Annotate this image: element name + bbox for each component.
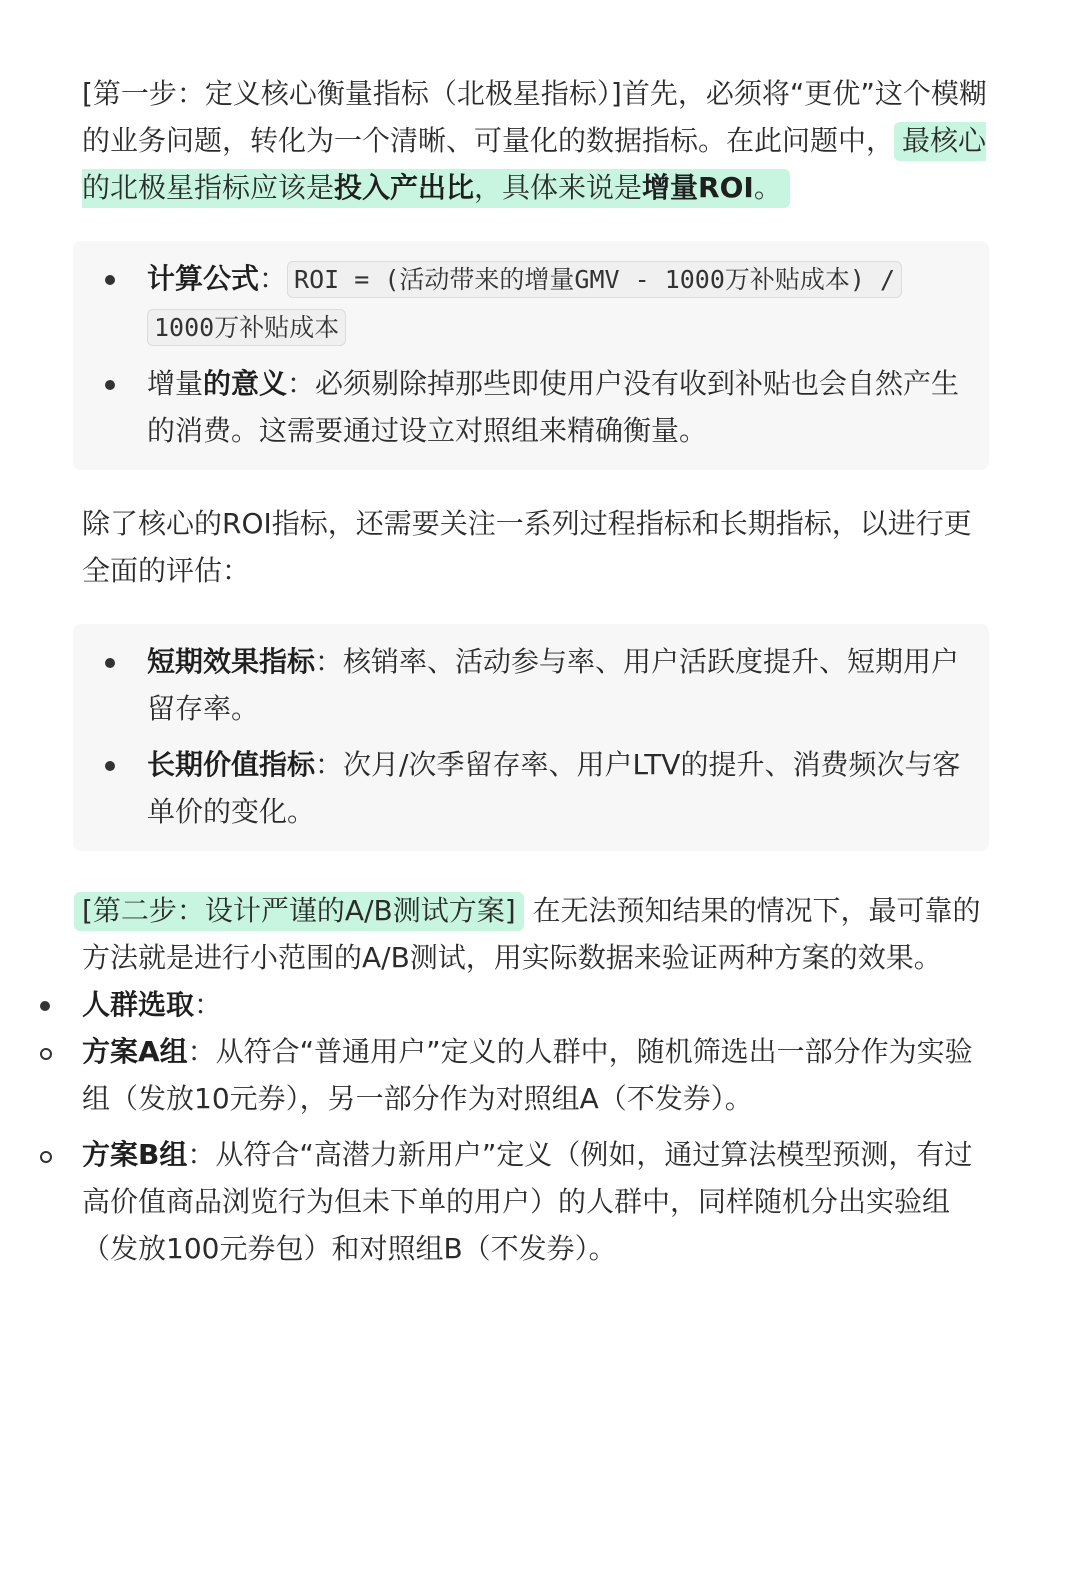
bullet-circle-icon xyxy=(40,1151,52,1163)
group-b-label: 方案B组 xyxy=(82,1138,188,1171)
bullet-dot-icon xyxy=(105,275,115,285)
formula-code: ROI = (活动带来的增量GMV - 1000万补贴成本) / 1000万补贴成本 xyxy=(147,261,902,346)
metrics-intro: 除了核心的ROI指标，还需要关注一系列过程指标和长期指标，以进行更全面的评估： xyxy=(82,507,972,587)
meaning-prefix: 增量 xyxy=(147,367,204,400)
list-item-population xyxy=(82,981,988,1272)
bullet-dot-icon xyxy=(40,1001,50,1011)
list-item-short-term xyxy=(147,638,965,732)
list-item-meaning xyxy=(147,360,965,454)
bullet-dot-icon xyxy=(105,658,115,668)
short-term-text: ：核销率、活动参与率、用户活跃度提升、短期用户留存率。 xyxy=(147,645,960,725)
roi-bold-term: 投入产出比 xyxy=(334,171,475,204)
step2-text: 在无法预知结果的情况下，最可靠的方法就是进行小范围的A/B测试，用实际数据来验证两种方案的效果。 xyxy=(82,894,981,974)
population-sep: ： xyxy=(194,988,223,1021)
formula-box xyxy=(73,241,989,470)
bullet-dot-icon xyxy=(105,380,115,390)
incremental-roi-term: 增量ROI xyxy=(642,171,754,204)
step1-paragraph xyxy=(82,70,988,211)
list-item-long-term xyxy=(147,741,965,835)
highlight-text-3: 。 xyxy=(753,171,782,204)
formula-sep: ： xyxy=(259,262,288,295)
group-a-text: ：从符合“普通用户”定义的人群中，随机筛选出一部分作为实验组（发放10元券），另一部分作为对照组A（不发券）。 xyxy=(82,1035,973,1115)
metrics-list xyxy=(147,638,965,835)
bullet-circle-icon xyxy=(40,1048,52,1060)
highlight-text-2: ，具体来说是 xyxy=(474,171,643,204)
long-term-text: ：次月/次季留存率、用户LTV的提升、消费频次与客单价的变化。 xyxy=(147,748,961,828)
long-term-label: 长期价值指标 xyxy=(147,748,316,781)
formula-list xyxy=(147,255,965,454)
list-item-formula xyxy=(147,255,965,351)
step1-heading: [第一步：定义核心衡量指标（北极星指标）] xyxy=(82,77,622,110)
metrics-box xyxy=(73,624,989,851)
highlight-text-1: 最核心的北极星指标应该是 xyxy=(82,124,987,204)
group-a-label: 方案A组 xyxy=(82,1035,188,1068)
list-item-group-b xyxy=(82,1131,988,1272)
meaning-label: 的意义 xyxy=(203,367,288,400)
population-label: 人群选取 xyxy=(82,988,195,1021)
population-list xyxy=(82,981,988,1272)
bullet-dot-icon xyxy=(105,761,115,771)
step1-text: 首先，必须将“更优”这个模糊的业务问题，转化为一个清晰、可量化的数据指标。在此问题中， xyxy=(82,77,987,157)
step2-heading: [第二步：设计严谨的A/B测试方案] xyxy=(74,892,524,931)
meaning-text: ：必须剔除掉那些即使用户没有收到补贴也会自然产生的消费。这需要通过设立对照组来精确衡量。 xyxy=(147,367,960,447)
group-b-text: ：从符合“高潜力新用户”定义（例如，通过算法模型预测，有过高价值商品浏览行为但未下单的用户）的人群中，同样随机分出实验组（发放100元券包）和对照组B（不发券）。 xyxy=(82,1138,973,1265)
group-list xyxy=(82,1028,988,1272)
step2-paragraph xyxy=(82,887,988,981)
formula-label: 计算公式 xyxy=(147,262,260,295)
list-item-group-a xyxy=(82,1028,988,1122)
short-term-label: 短期效果指标 xyxy=(147,645,316,678)
